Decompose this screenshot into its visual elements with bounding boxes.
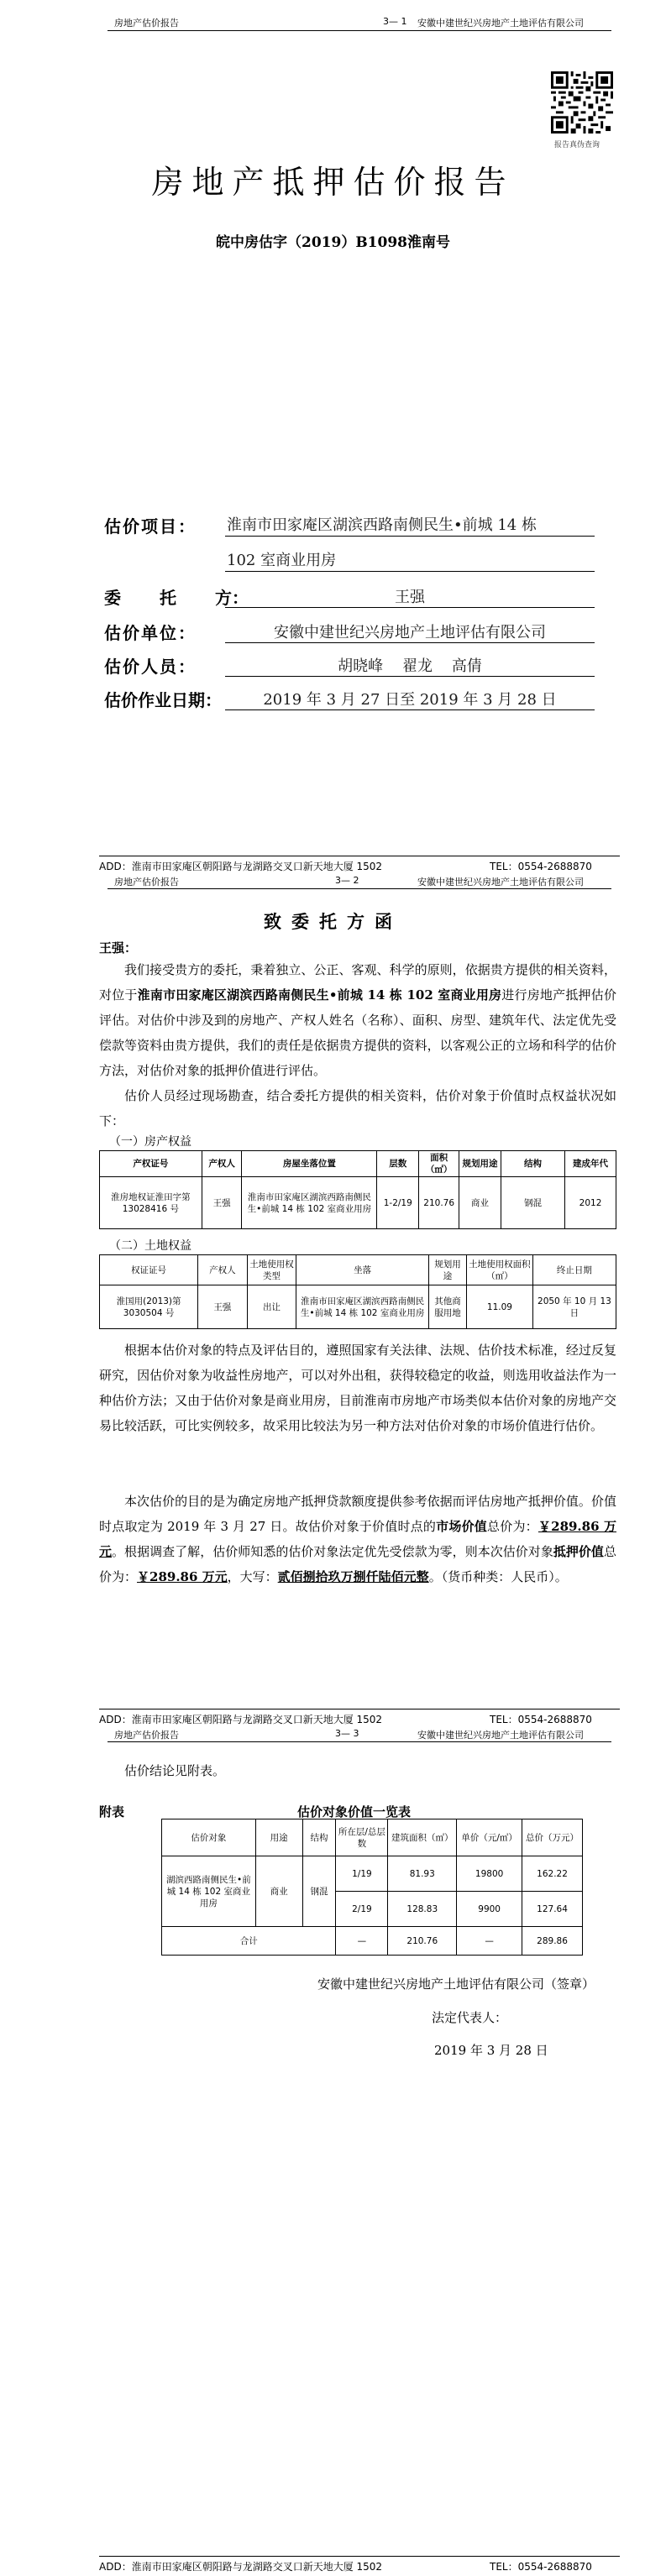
land-rights-table [99,1254,616,1329]
footer-tel: TEL：0554-2688870 [490,1714,592,1725]
table-header: 规划用途 [459,1151,501,1177]
table-header: 规划用途 [428,1255,466,1285]
letter-paragraph-2: 估价人员经过现场勘查，结合委托方提供的相关资料，估价对象于价值时点权益状况如下： [99,1088,616,1128]
table-header: 产权证号 [100,1151,202,1177]
salutation: 王强： [99,940,138,956]
land-section-title: （二）土地权益 [109,1239,191,1253]
page-header-right: 安徽中建世纪兴房地产土地评估有限公司 [417,18,584,29]
page-header-number: 3— 3 [335,1728,359,1739]
table-cell: 王强 [202,1177,242,1229]
page-header-left: 房地产估价报告 [114,18,179,29]
table-header: 房屋坐落位置 [242,1151,377,1177]
table-cell: 淮国用(2013)第 3030504 号 [100,1285,198,1329]
table-header: 土地使用权面积（㎡） [467,1255,533,1285]
table-cell: 1-2/19 [377,1177,419,1229]
table-header: 产权人 [198,1255,248,1285]
table-header: 结构 [501,1151,565,1177]
table-cell: 2/19 [336,1892,388,1927]
table-cell: 淮房地权证淮田字第 13028416 号 [100,1177,202,1229]
header-rule [108,1741,611,1742]
signature-legal-rep: 法定代表人： [432,2010,508,2025]
table-cell: 210.76 [388,1927,457,1956]
report-title: 房地产抵押估价报告 [151,164,515,201]
table-header: 建成年代 [565,1151,616,1177]
table-cell: 210.76 [419,1177,459,1229]
underline [225,607,595,608]
signature-company: 安徽中建世纪兴房地产土地评估有限公司（签章） [317,1977,595,1992]
project-label: 估价项目： [104,516,197,537]
footer-rule [99,2556,620,2557]
table-cell: 19800 [457,1856,522,1892]
table-cell: 9900 [457,1892,522,1927]
table-header: 终止日期 [532,1255,616,1285]
table-header: 结构 [302,1819,336,1856]
appraisers-value: 胡晓峰 翟龙 高倩 [338,657,482,675]
letter-title: 致委托方函 [264,911,402,932]
table-cell: 商业 [255,1856,302,1927]
page-header-number: 3— 2 [335,875,359,886]
footer-address: ADD：淮南市田家庵区朝阳路与龙湖路交叉口新天地大厦 1502 [99,861,383,872]
underline [225,571,595,572]
header-rule [108,888,611,889]
org-label: 估价单位： [104,623,197,643]
table-row [162,1856,583,1892]
table-cell: 王强 [198,1285,248,1329]
table-cell: 127.64 [522,1892,583,1927]
table-cell: 2012 [565,1177,616,1229]
footer-tel: TEL：0554-2688870 [490,2561,592,2573]
footer-address: ADD：淮南市田家庵区朝阳路与龙湖路交叉口新天地大厦 1502 [99,2561,383,2573]
table-header: 面积（㎡） [419,1151,459,1177]
report-number: 皖中房估字（2019）B1098淮南号 [216,234,450,251]
page-header-right: 安徽中建世纪兴房地产土地评估有限公司 [417,1730,584,1741]
table-row [100,1285,616,1329]
table-header: 权证证号 [100,1255,198,1285]
page-header-number: 3— 1 [383,16,407,27]
table-header: 单价（元/㎡） [457,1819,522,1856]
page-header-left: 房地产估价报告 [114,877,179,887]
table-cell: — [336,1927,388,1956]
project-value-line1: 淮南市田家庵区湖滨西路南侧民生•前城 14 栋 [227,516,537,534]
table-cell: 出让 [247,1285,296,1329]
table-cell: 2050 年 10 月 13 日 [532,1285,616,1329]
table-cell: 钢混 [501,1177,565,1229]
header-rule [108,30,611,31]
table-cell: 淮南市田家庵区湖滨西路南侧民生•前城 14 栋 102 室商业用房 [296,1285,429,1329]
value-summary-table [161,1819,583,1956]
letter-paragraph-4: 本次估价的目的是为确定房地产抵押贷款额度提供参考依据而评估房地产抵押价值。价值时点取定为 2019 年 3 月 27 日。故估价对象于价值时点的市场价值总价为：￥289.86 万元。根据调查了解，估价师知悉的估价对象法定优先受偿款为零，则本次估价对象抵押价值总价为：￥289.86 万元，大写：贰佰捌拾玖万捌仟陆佰元整。（货币种类：人民币）。 [99,1494,616,1584]
table-cell: 162.22 [522,1856,583,1892]
underline [225,709,595,710]
client-value: 王强 [395,589,425,606]
table-header: 产权人 [202,1151,242,1177]
letter-paragraph-1: 我们接受贵方的委托，秉着独立、公正、客观、科学的原则，依据贵方提供的相关资料，对位于淮南市田家庵区湖滨西路南侧民生•前城 14 栋 102 室商业用房进行房地产抵押估价评估。对估价中涉及到的房地产、产权人姓名（名称）、面积、房型、建筑年代、法定优先受偿款等资料由贵方提供，我们的责任是依据贵方提供的资料，以客观公正的立场和科学的估价方法，对估价对象的抵押价值进行评估。 [99,962,616,1078]
qr-caption: 报告真伪查询 [554,141,600,149]
footer-address: ADD：淮南市田家庵区朝阳路与龙湖路交叉口新天地大厦 1502 [99,1714,383,1725]
signature-date: 2019 年 3 月 28 日 [434,2043,548,2058]
table-cell: 商业 [459,1177,501,1229]
letter-paragraph-3: 根据本估价对象的特点及评估目的，遵照国家有关法律、法规、估价技术标准，经过反复研究，因估价对象为收益性房地产，可以对外出租，获得较稳定的收益，则选用收益法作为一种估价方法；又由于估价对象是商业用房，目前淮南市房地产市场类似本估价对象的房地产交易比较活跃，可比实例较多，故采用比较法为另一种方法对估价对象的市场价值进行估价。 [99,1343,616,1433]
table-header: 总价（万元） [522,1819,583,1856]
table-cell: 湖滨西路南侧民生•前城 14 栋 102 室商业用房 [162,1856,256,1927]
table-header: 所在层/总层数 [336,1819,388,1856]
table-cell: 其他商服用地 [428,1285,466,1329]
table-cell: — [457,1927,522,1956]
page-header-right: 安徽中建世纪兴房地产土地评估有限公司 [417,877,584,887]
table-header: 土地使用权类型 [247,1255,296,1285]
table-header: 用途 [255,1819,302,1856]
table-header: 层数 [377,1151,419,1177]
underline [225,676,595,677]
annex-title: 估价对象价值一览表 [297,1804,412,1819]
footer-tel: TEL：0554-2688870 [490,861,592,872]
table-header: 坐落 [296,1255,429,1285]
annex-label: 附表 [99,1804,125,1819]
table-header: 估价对象 [162,1819,256,1856]
table-cell: 81.93 [388,1856,457,1892]
page-header-left: 房地产估价报告 [114,1730,179,1741]
appraisers-label: 估价人员： [104,657,197,677]
project-value-line2: 102 室商业用房 [227,552,337,569]
qr-code-icon [551,71,613,134]
table-cell: 钢混 [302,1856,336,1927]
conclusion-intro: 估价结论见附表。 [124,1763,226,1778]
table-row [100,1177,616,1229]
client-label: 委 托 方： [104,588,249,608]
date-label: 估价作业日期： [104,690,222,710]
underline [225,536,595,537]
house-section-title: （一）房产权益 [109,1135,191,1149]
underline [225,642,595,643]
table-cell: 11.09 [467,1285,533,1329]
table-cell: 289.86 [522,1927,583,1956]
date-value: 2019 年 3 月 27 日至 2019 年 3 月 28 日 [263,691,557,709]
table-header: 建筑面积（㎡） [388,1819,457,1856]
house-rights-table [99,1150,616,1229]
table-cell: 合计 [162,1927,336,1956]
table-cell: 淮南市田家庵区湖滨西路南侧民生•前城 14 栋 102 室商业用房 [242,1177,377,1229]
table-cell: 1/19 [336,1856,388,1892]
org-value: 安徽中建世纪兴房地产土地评估有限公司 [274,624,546,641]
table-row [162,1927,583,1956]
table-cell: 128.83 [388,1892,457,1927]
